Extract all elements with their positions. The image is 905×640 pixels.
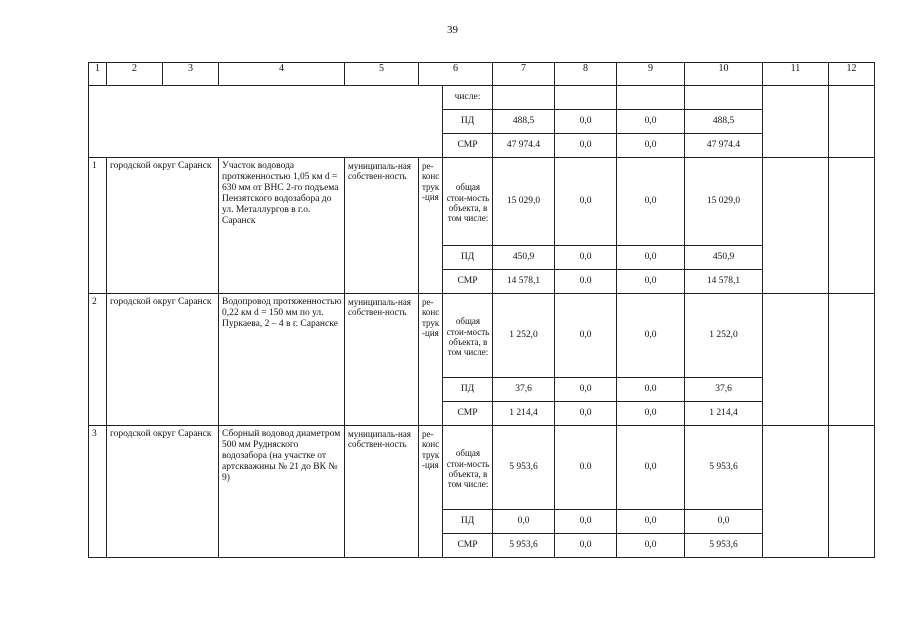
col-header-4: 4 <box>219 63 345 86</box>
total-label: общая стои-мость объекта, в том числе: <box>443 158 493 246</box>
value-col10: 488,5 <box>685 110 763 134</box>
value-col9: 0,0 <box>617 110 685 134</box>
value-col10: 0,0 <box>685 510 763 534</box>
col-header-3: 3 <box>163 63 219 86</box>
page-number: 39 <box>447 24 458 36</box>
carryover-blank <box>89 86 443 158</box>
total-label: общая стои-мость объекта, в том числе: <box>443 426 493 510</box>
work-type-cell: ре-конс трук -ция <box>419 426 443 558</box>
value-col9: 0,0 <box>617 270 685 294</box>
value-col7: 47 974.4 <box>493 134 555 158</box>
investment-table <box>88 62 875 558</box>
table-row <box>89 426 875 510</box>
col-header-2: 2 <box>107 63 163 86</box>
district-cell: городской округ Саранск <box>107 294 219 426</box>
district-cell: городской округ Саранск <box>107 158 219 294</box>
column-header-row <box>89 63 875 86</box>
col11-cell <box>763 158 829 294</box>
value-col9: 0,0 <box>617 402 685 426</box>
value-col10: 5 953,6 <box>685 534 763 558</box>
col-header-9: 9 <box>617 63 685 86</box>
value-col10: 1 214,4 <box>685 402 763 426</box>
empty-cell <box>685 86 763 110</box>
value-col8: 0.0 <box>555 270 617 294</box>
col-header-11: 11 <box>763 63 829 86</box>
total-col9: 0,0 <box>617 294 685 378</box>
total-col7: 1 252,0 <box>493 294 555 378</box>
ownership-cell: муниципаль-ная собствен-ность <box>345 294 419 426</box>
col-header-10: 10 <box>685 63 763 86</box>
col12-cell <box>829 294 875 426</box>
row-number: 2 <box>89 294 107 426</box>
value-col9: 0,0 <box>617 246 685 270</box>
carryover-label: числе: <box>443 86 493 110</box>
total-col10: 5 953,6 <box>685 426 763 510</box>
value-col7: 488,5 <box>493 110 555 134</box>
col-header-5: 5 <box>345 63 419 86</box>
value-col8: 0,0 <box>555 246 617 270</box>
col11-cell <box>763 426 829 558</box>
empty-cell <box>617 86 685 110</box>
col-header-6: 6 <box>419 63 493 86</box>
empty-cell <box>493 86 555 110</box>
total-col8: 0.0 <box>555 426 617 510</box>
total-col9: 0,0 <box>617 426 685 510</box>
value-col9: 0,0 <box>617 134 685 158</box>
pd-label: ПД <box>443 110 493 134</box>
total-col8: 0,0 <box>555 294 617 378</box>
smr-label: СМР <box>443 534 493 558</box>
smr-label: СМР <box>443 270 493 294</box>
work-type-cell: ре-конс трук -ция <box>419 294 443 426</box>
work-type-cell: ре-конс трук -ция <box>419 158 443 294</box>
row-number: 1 <box>89 158 107 294</box>
empty-cell <box>555 86 617 110</box>
smr-label: СМР <box>443 134 493 158</box>
value-col10: 450,9 <box>685 246 763 270</box>
total-col7: 15 029,0 <box>493 158 555 246</box>
pd-label: ПД <box>443 510 493 534</box>
value-col7: 0,0 <box>493 510 555 534</box>
pd-label: ПД <box>443 378 493 402</box>
value-col8: 0,0 <box>555 402 617 426</box>
value-col8: 0,0 <box>555 534 617 558</box>
table-row <box>89 158 875 246</box>
total-col9: 0,0 <box>617 158 685 246</box>
object-cell: Водопровод протяженностью 0,22 км d = 150 мм по ул. Пуркаева, 2 – 4 в г. Саранске <box>219 294 345 426</box>
value-col7: 5 953,6 <box>493 534 555 558</box>
value-col10: 47 974.4 <box>685 134 763 158</box>
ownership-cell: муниципаль-ная собствен-ность <box>345 158 419 294</box>
col12-cell <box>829 426 875 558</box>
object-cell: Участок водовода протяженностью 1,05 км d = 630 мм от ВНС 2-го подъема Пензятского водозабора до ул. Металлургов в г.о. Саранск <box>219 158 345 294</box>
pd-label: ПД <box>443 246 493 270</box>
col12-cell <box>829 158 875 294</box>
value-col7: 37,6 <box>493 378 555 402</box>
value-col7: 1 214,4 <box>493 402 555 426</box>
total-col10: 15 029,0 <box>685 158 763 246</box>
value-col9: 0.0 <box>617 378 685 402</box>
value-col7: 450,9 <box>493 246 555 270</box>
col12-cell <box>829 86 875 158</box>
value-col7: 14 578,1 <box>493 270 555 294</box>
col-header-1: 1 <box>89 63 107 86</box>
value-col10: 37,6 <box>685 378 763 402</box>
carryover-label-row <box>89 86 875 110</box>
col-header-8: 8 <box>555 63 617 86</box>
col11-cell <box>763 86 829 158</box>
ownership-cell: муниципаль-ная собствен-ность <box>345 426 419 558</box>
total-label: общая стои-мость объекта, в том числе: <box>443 294 493 378</box>
col-header-12: 12 <box>829 63 875 86</box>
smr-label: СМР <box>443 402 493 426</box>
total-col7: 5 953,6 <box>493 426 555 510</box>
col11-cell <box>763 294 829 426</box>
value-col8: 0,0 <box>555 134 617 158</box>
value-col9: 0,0 <box>617 510 685 534</box>
col-header-7: 7 <box>493 63 555 86</box>
value-col8: 0,0 <box>555 110 617 134</box>
value-col8: 0,0 <box>555 510 617 534</box>
row-number: 3 <box>89 426 107 558</box>
value-col10: 14 578,1 <box>685 270 763 294</box>
object-cell: Сборный водовод диаметром 500 мм Рудняского водозабора (на участке от артскважины № 21 до ВК № 9) <box>219 426 345 558</box>
district-cell: городской округ Саранск <box>107 426 219 558</box>
value-col9: 0,0 <box>617 534 685 558</box>
total-col10: 1 252,0 <box>685 294 763 378</box>
table-row <box>89 294 875 378</box>
value-col8: 0,0 <box>555 378 617 402</box>
total-col8: 0,0 <box>555 158 617 246</box>
